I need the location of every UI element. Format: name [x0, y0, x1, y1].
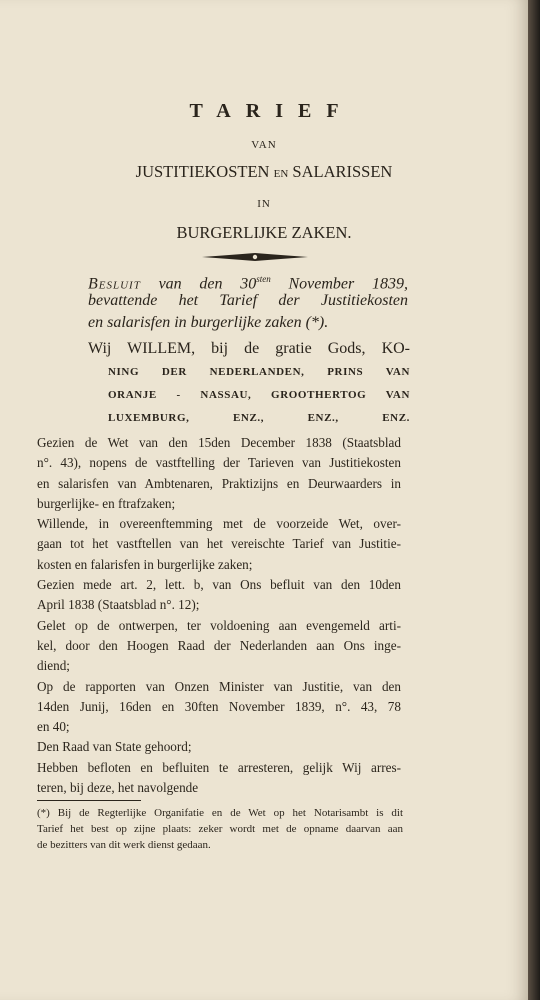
body-line: Den Raad van State gehoord;: [37, 739, 192, 755]
ornament-divider-icon: [200, 252, 310, 262]
body-line: diend;: [37, 658, 70, 674]
preamble-line: LUXEMBURG, ENZ., ENZ., ENZ.: [108, 412, 410, 424]
body-line: Op de rapporten van Onzen Minister van Justitie, van den: [37, 678, 401, 694]
body-line: kel, door den Hoogen Raad der Nederlanden aan Ons inge-: [37, 637, 401, 653]
besluit-line: en salarisfen in burgerlijke zaken (*).: [88, 314, 329, 331]
title-van: VAN: [251, 139, 277, 151]
body-line: en 40;: [37, 719, 70, 735]
page-title: TARIEF: [189, 100, 354, 122]
body-line: Gezien de Wet van den 15den December 1838 (Staatsblad: [37, 435, 401, 450]
body-line: n°. 43), nopens de vastftelling der Tarieven van Justitiekosten: [37, 455, 401, 471]
book-spine-edge: [528, 0, 540, 1000]
body-line: 14den Junij, 16den en 30ften November 1839, n°. 43, 78: [37, 698, 401, 714]
besluit-line: bevattende het Tarief der Justitiekosten: [88, 292, 408, 309]
body-line: Gelet op de ontwerpen, ter voldoening aan evengemeld arti-: [37, 617, 401, 633]
preamble-line: ORANJE - NASSAU, GROOTHERTOG VAN: [108, 389, 410, 401]
footnote-line: (*) Bij de Regterlijke Organifatie en de Wet op het Notarisambt is dit: [37, 807, 403, 819]
decree-body: [37, 433, 401, 798]
body-line: en salarisfen van Ambtenaren, Praktizijns en Deurwaarders in: [37, 475, 401, 491]
body-line: gaan tot het vastftellen van het vereischte Tarief van Justitie-: [37, 536, 401, 552]
body-line: Willende, in overeenftemming met de voorzeide Wet, over-: [37, 516, 401, 532]
besluit-heading: [88, 268, 408, 334]
subtitle-part-b: SALARISSEN: [292, 162, 393, 181]
body-line: April 1838 (Staatsblad n°. 12);: [37, 597, 200, 613]
body-line: teren, bij deze, het navolgende: [37, 780, 199, 796]
subtitle-justitiekosten: [0, 162, 528, 182]
title-in: IN: [257, 198, 271, 210]
besluit-line: Besluit van den $30^{sten}$ November 1839,: [88, 274, 408, 293]
besluit-word: Besluit: [88, 275, 141, 293]
body-line: kosten en falarisfen in burgerlijke zaken;: [37, 556, 253, 572]
body-line: Gezien mede art. 2, lett. b, van Ons befluit van den 10den: [37, 577, 401, 593]
footnote-line: Tarief het best op zijne plaats: zeker wordt met de opname daarvan aan: [37, 823, 403, 835]
subtitle-part-a: JUSTITIEKOSTEN: [135, 162, 270, 181]
footnote: [37, 805, 403, 853]
preamble-line: NING DER NEDERLANDEN, PRINS VAN: [108, 366, 410, 378]
subtitle-en: EN: [273, 168, 289, 180]
body-line: Hebben befloten en befluiten te arresteren, gelijk Wij arres-: [37, 759, 401, 775]
subtitle-burgerlijke-zaken: BURGERLIJKE ZAKEN.: [176, 223, 352, 242]
footnote-line: de bezitters van dit werk dienst gedaan.: [37, 839, 211, 851]
footnote-rule: [37, 800, 141, 801]
royal-preamble: [88, 340, 410, 435]
body-line: burgerlijke- en ftrafzaken;: [37, 495, 176, 511]
preamble-line: Wij WILLEM, bij de gratie Gods, KO-: [88, 340, 410, 357]
